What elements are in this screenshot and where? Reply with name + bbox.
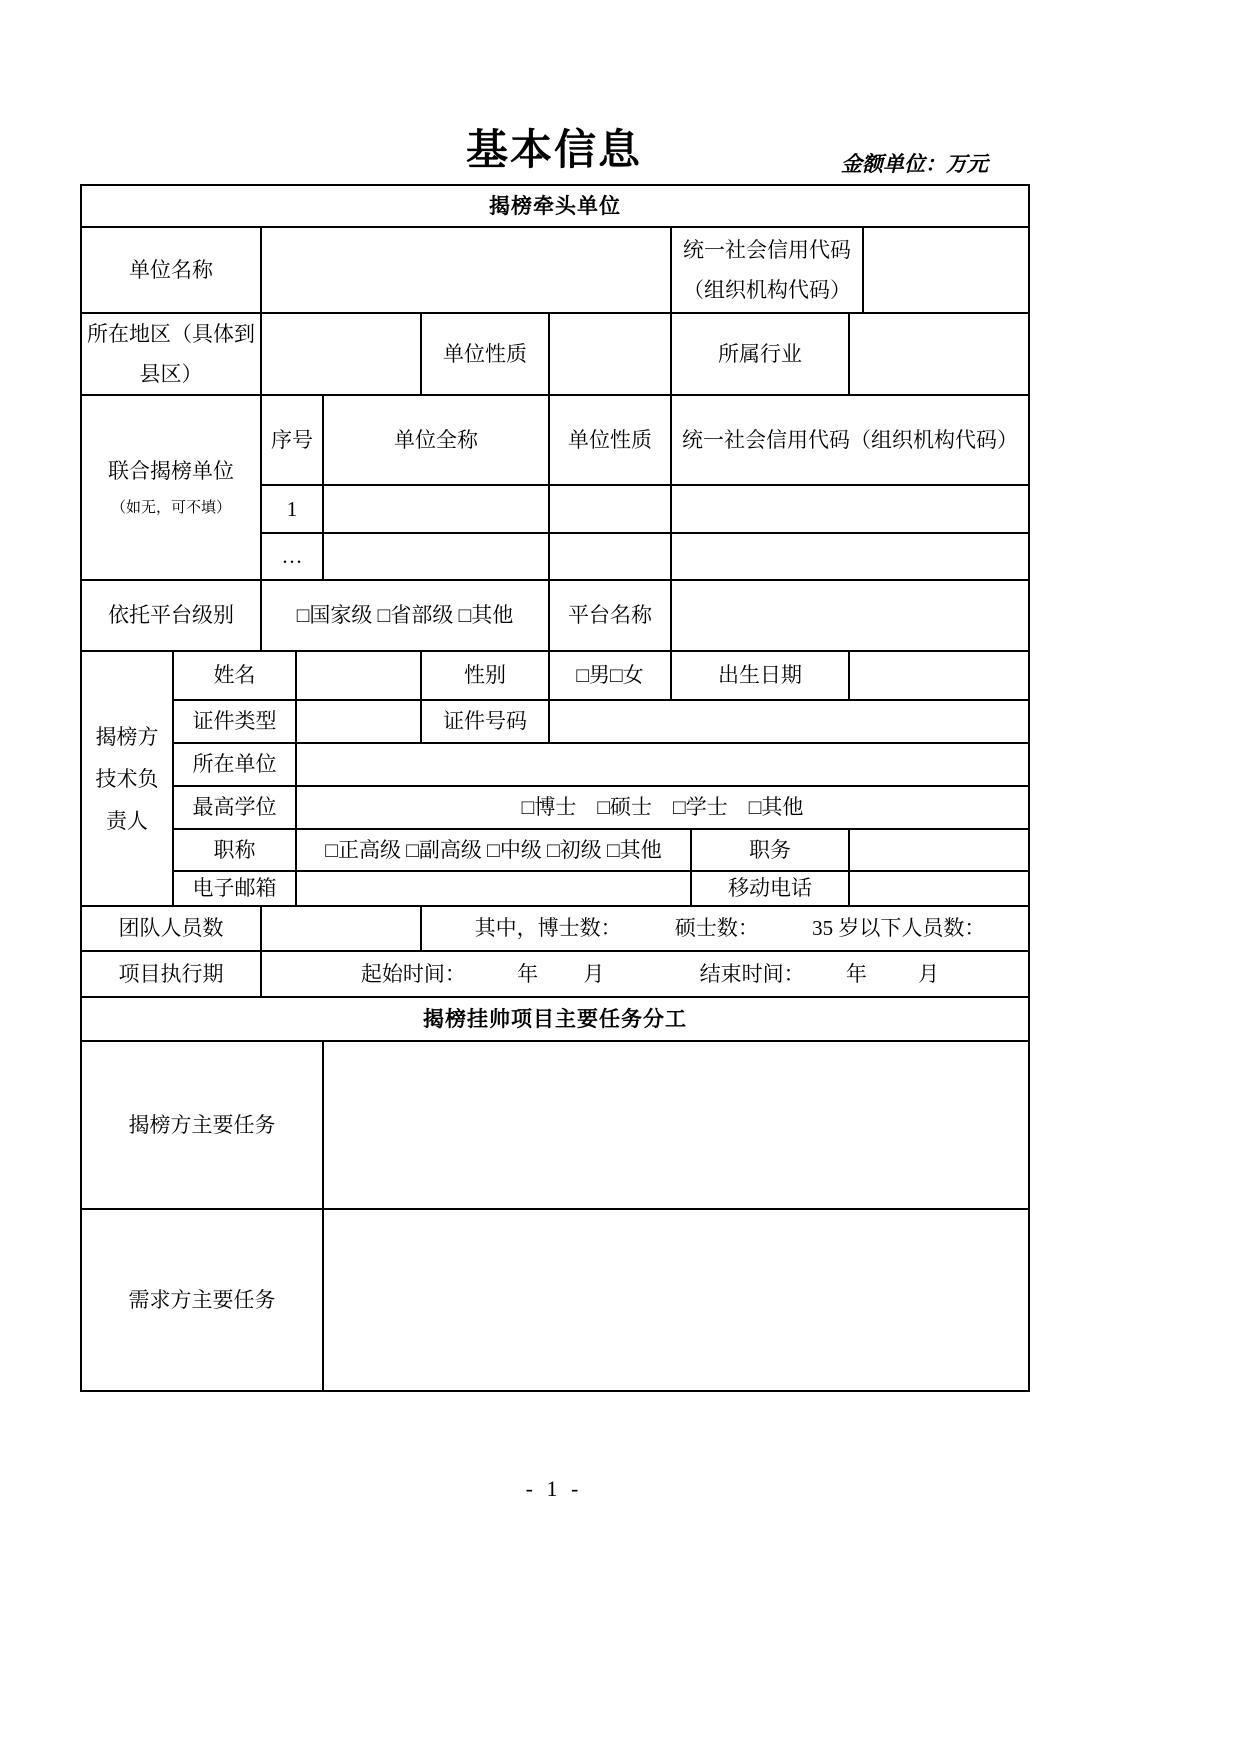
lead-task-label: 揭榜方主要任务	[81, 1041, 323, 1209]
position-label: 职务	[691, 829, 849, 871]
joint-row1-seq: 1	[261, 485, 323, 533]
work-unit-label: 所在单位	[173, 743, 296, 786]
joint-row1-fullname-value	[323, 485, 549, 533]
team-detail	[421, 906, 1029, 951]
tech-lead-label-line1: 揭榜方	[95, 724, 159, 749]
section-header-task-division: 揭榜挂帅项目主要任务分工	[81, 997, 1029, 1041]
prof-title-label: 职称	[173, 829, 296, 871]
demand-task-value	[323, 1209, 1029, 1391]
tech-lead-label-line3: 责人	[106, 808, 148, 833]
team-detail-master: 硕士数：	[674, 916, 759, 941]
joint-unit-label-main: 联合揭榜单位	[108, 458, 234, 483]
gender-label: 性别	[421, 651, 549, 700]
mobile-label: 移动电话	[691, 871, 849, 906]
tech-lead-label	[81, 651, 173, 906]
platform-name-value	[671, 580, 1029, 651]
joint-row1-credit-value	[671, 485, 1029, 533]
period-end-label: 结束时间：	[699, 961, 805, 986]
section-header-lead-unit: 揭榜牵头单位	[81, 185, 1029, 227]
id-type-value	[296, 700, 421, 743]
id-number-label: 证件号码	[421, 700, 549, 743]
mobile-value	[849, 871, 1029, 906]
unit-name-value	[261, 227, 671, 313]
joint-unit-label	[81, 395, 261, 580]
period-start-month: 月	[583, 961, 605, 986]
page-title: 基本信息	[465, 125, 642, 174]
joint-col-fullname: 单位全称	[323, 395, 549, 485]
joint-col-credit: 统一社会信用代码（组织机构代码）	[671, 395, 1029, 485]
work-unit-value	[296, 743, 1029, 786]
period-start-label: 起始时间：	[360, 961, 466, 986]
team-size-label: 团队人员数	[81, 906, 261, 951]
amount-unit-note: 金额单位：万元	[841, 152, 988, 176]
project-period-value	[261, 951, 1029, 997]
position-value	[849, 829, 1029, 871]
birth-date-label: 出生日期	[671, 651, 849, 700]
tech-lead-label-line2: 技术负	[95, 766, 159, 791]
joint-row1-unittype-value	[549, 485, 671, 533]
prof-title-options: □正高级 □副高级 □中级 □初级 □其他	[296, 829, 691, 871]
joint-unit-label-note: （如无，可不填）	[110, 499, 231, 516]
joint-row2-fullname-value	[323, 533, 549, 580]
platform-name-label: 平台名称	[549, 580, 671, 651]
email-value	[296, 871, 691, 906]
project-period-label: 项目执行期	[81, 951, 261, 997]
platform-level-label: 依托平台级别	[81, 580, 261, 651]
region-label-line1: 所在地区（具体到	[87, 322, 255, 346]
name-label: 姓名	[173, 651, 296, 700]
unit-type-label: 单位性质	[421, 313, 549, 395]
gender-options: □男□女	[549, 651, 671, 700]
industry-value	[849, 313, 1029, 395]
name-value	[296, 651, 421, 700]
joint-col-unittype: 单位性质	[549, 395, 671, 485]
id-type-label: 证件类型	[173, 700, 296, 743]
document-page	[80, 0, 1028, 1501]
joint-col-seq: 序号	[261, 395, 323, 485]
team-detail-doctor: 其中，博士数：	[474, 916, 622, 941]
title-row	[80, 0, 1028, 184]
joint-row2-seq: …	[261, 533, 323, 580]
period-end-month: 月	[918, 961, 940, 986]
credit-code-label-line1: 统一社会信用代码	[683, 238, 851, 262]
team-size-value	[261, 906, 421, 951]
industry-label: 所属行业	[671, 313, 849, 395]
joint-row2-credit-value	[671, 533, 1029, 580]
degree-options: □博士 □硕士 □学士 □其他	[296, 786, 1029, 829]
joint-row2-unittype-value	[549, 533, 671, 580]
credit-code-value	[863, 227, 1029, 313]
unit-type-value	[549, 313, 671, 395]
team-detail-under35: 35 岁以下人员数：	[812, 916, 986, 941]
basic-info-table	[80, 184, 1030, 1392]
platform-level-options: □国家级 □省部级 □其他	[261, 580, 549, 651]
period-start-year: 年	[517, 961, 539, 986]
credit-code-label-line2: （组织机构代码）	[683, 278, 851, 302]
region-value	[261, 313, 421, 395]
demand-task-label: 需求方主要任务	[81, 1209, 323, 1391]
region-label-line2: 县区）	[139, 362, 203, 386]
email-label: 电子邮箱	[173, 871, 296, 906]
period-end-year: 年	[845, 961, 867, 986]
region-label	[81, 313, 261, 395]
degree-label: 最高学位	[173, 786, 296, 829]
birth-date-value	[849, 651, 1029, 700]
unit-name-label: 单位名称	[81, 227, 261, 313]
page-number: - 1 -	[525, 1476, 583, 1501]
id-number-value	[549, 700, 1029, 743]
lead-task-value	[323, 1041, 1029, 1209]
credit-code-label	[671, 227, 863, 313]
